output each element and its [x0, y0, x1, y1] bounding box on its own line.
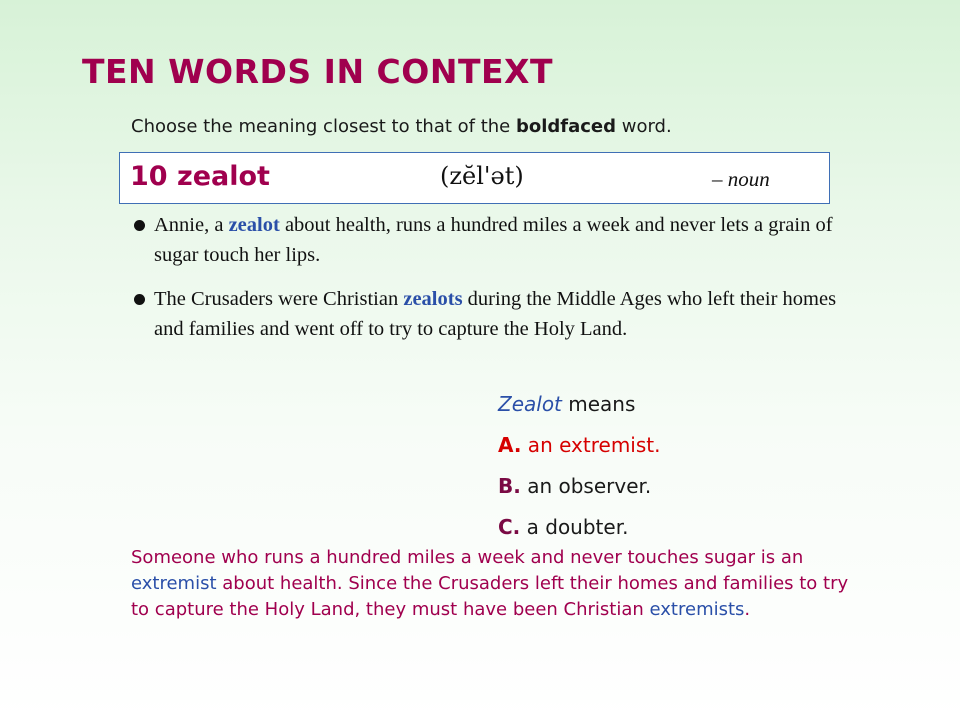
option-c-text: a doubter.	[520, 515, 629, 539]
instruction-before: Choose the meaning closest to that of the	[131, 116, 516, 137]
explanation-highlight-1: extremist	[131, 573, 217, 594]
example-sentences	[132, 210, 842, 358]
sentence-2-before: The Crusaders were Christian	[154, 288, 404, 310]
explanation-highlight-2: extremists	[649, 599, 745, 620]
example-sentence-1	[132, 210, 842, 270]
question-rest: means	[561, 392, 636, 416]
explanation-part-3: .	[744, 599, 751, 620]
question-block	[498, 388, 660, 552]
page-title: TEN WORDS IN CONTEXT	[82, 52, 553, 91]
option-a-letter: A.	[498, 433, 522, 457]
bullet-icon	[134, 294, 145, 305]
pronunciation: (zĕl'ət)	[440, 162, 524, 190]
sentence-1-after: about health, runs a hundred miles a week and never lets a grain of sugar touch her lips.	[154, 214, 833, 266]
sentence-2-after: during the Middle Ages who left their homes and families and went off to try to capture the Holy Land.	[154, 288, 837, 340]
explanation-part-2: about health. Since the Crusaders left their homes and families to try to capture the Holy Land, they must have been Christian	[131, 573, 849, 620]
option-a[interactable]	[498, 429, 660, 470]
sentence-2-highlight: zealots	[403, 288, 463, 310]
word-entry-box	[119, 152, 830, 204]
example-sentence-2	[132, 284, 842, 344]
headword: 10 zealot	[130, 161, 270, 192]
part-of-speech: – noun	[712, 167, 770, 191]
explanation-text	[131, 545, 871, 623]
option-a-text: an extremist.	[521, 433, 661, 457]
question-word: Zealot	[498, 392, 562, 416]
instruction-bold: boldfaced	[515, 116, 617, 137]
instruction-after: word.	[616, 116, 672, 137]
sentence-1-highlight: zealot	[228, 214, 280, 236]
option-b-letter: B.	[498, 474, 521, 498]
option-b[interactable]	[498, 470, 660, 511]
sentence-1-before: Annie, a	[154, 214, 229, 236]
question-prompt	[498, 388, 660, 429]
instruction-text	[131, 116, 672, 137]
option-c-letter: C.	[498, 515, 521, 539]
bullet-icon	[134, 220, 145, 231]
option-b-text: an observer.	[520, 474, 652, 498]
explanation-part-1: Someone who runs a hundred miles a week and never touches sugar is an	[131, 547, 804, 568]
